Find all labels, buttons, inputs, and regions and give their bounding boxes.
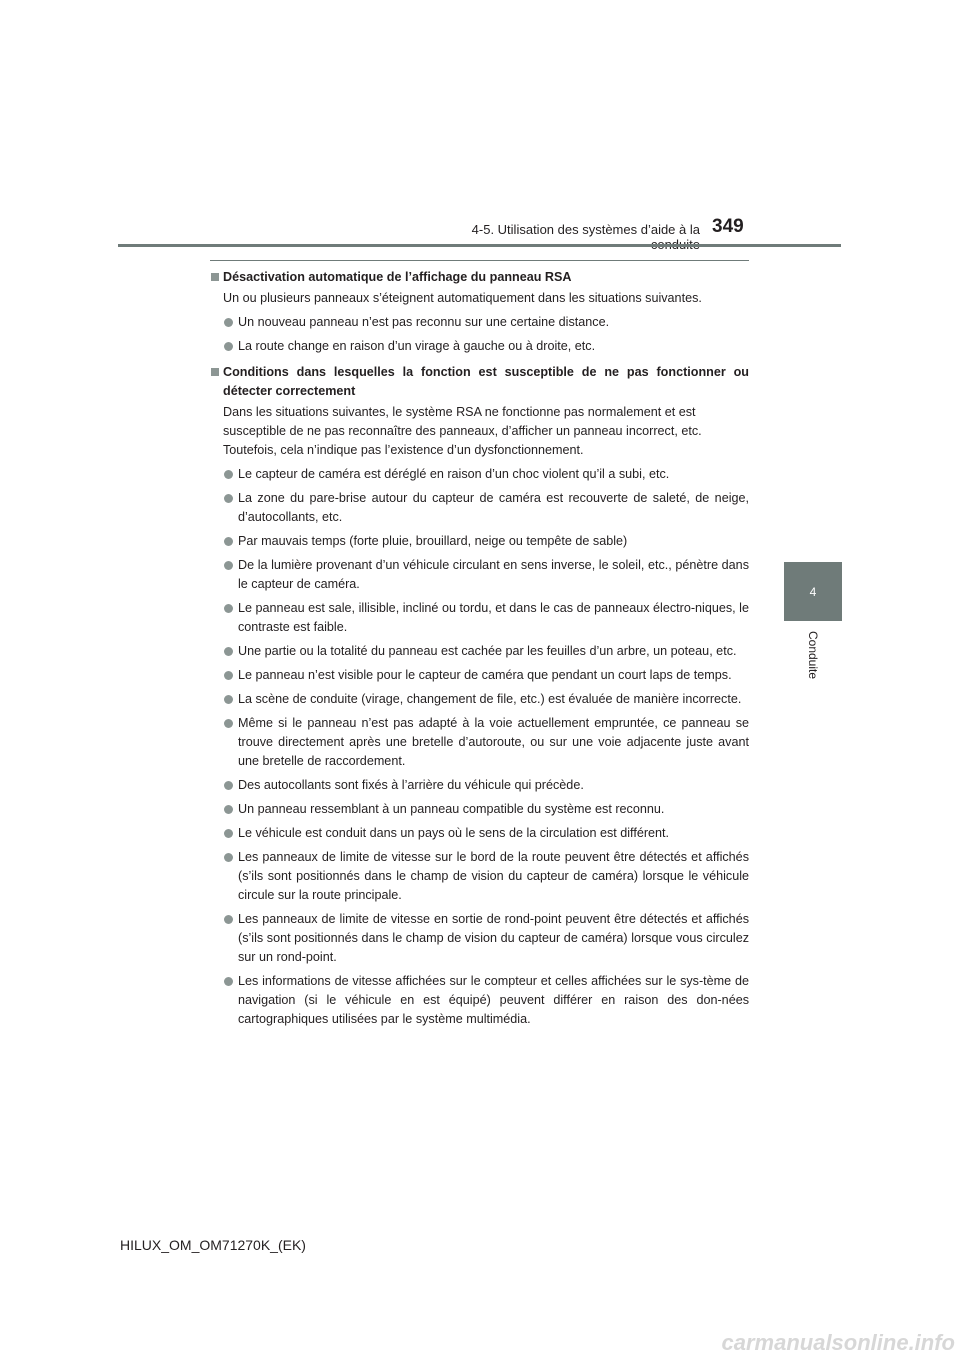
- content-body: [210, 268, 749, 1029]
- chapter-tab: [784, 562, 842, 621]
- round-bullet-icon: [224, 647, 233, 656]
- list-item: Par mauvais temps (forte pluie, brouillard, neige ou tempête de sable): [210, 532, 749, 551]
- section-title: 4-5. Utilisation des systèmes d’aide à la: [471, 222, 700, 237]
- list-item: La scène de conduite (virage, changement de file, etc.) est évaluée de manière incorrecte.: [210, 690, 749, 709]
- document-code: HILUX_OM_OM71270K_(EK): [120, 1237, 306, 1253]
- chapter-number: 4: [809, 584, 817, 599]
- list-item: La zone du pare-brise autour du capteur de caméra est recouverte de saleté, de neige, d’autocollants, etc.: [210, 489, 749, 527]
- list-item: Les panneaux de limite de vitesse en sortie de rond-point peuvent être détectés et affichés (s’ils sont positionnés dans le champ de vision du capteur de caméra) lorsque vous circulez sur un rond-point.: [210, 910, 749, 967]
- header-rule: [118, 244, 841, 247]
- section-heading: Conditions dans lesquelles la fonction est susceptible de ne pas fonctionner ou détecter correctement: [210, 363, 749, 401]
- round-bullet-icon: [224, 853, 233, 862]
- round-bullet-icon: [224, 977, 233, 986]
- round-bullet-icon: [224, 318, 233, 327]
- section-heading: Désactivation automatique de l’affichage du panneau RSA: [210, 268, 749, 287]
- watermark: carmanualsonline.info: [721, 1330, 955, 1355]
- page-number: 349: [712, 216, 744, 237]
- bullet-list: [210, 313, 749, 356]
- round-bullet-icon: [224, 915, 233, 924]
- list-item: Un panneau ressemblant à un panneau compatible du système est reconnu.: [210, 800, 749, 819]
- bullet-list: [210, 465, 749, 1029]
- list-item: Les informations de vitesse affichées sur le compteur et celles affichées sur le sys-tème de navigation (si le véhicule en est équipé) peuvent différer en raison des don-nées cartographiques utilisées par le système multimédia.: [210, 972, 749, 1029]
- round-bullet-icon: [224, 781, 233, 790]
- list-item: De la lumière provenant d’un véhicule circulant en sens inverse, le soleil, etc., pénètre dans le capteur de caméra.: [210, 556, 749, 594]
- round-bullet-icon: [224, 561, 233, 570]
- list-item: Même si le panneau n’est pas adapté à la voie actuellement empruntée, ce panneau se trouve directement après une bretelle d’autoroute, ou sur une voie adjacente juste avant une bretelle de raccordement.: [210, 714, 749, 771]
- content-rule: [210, 260, 749, 261]
- list-item: Le panneau est sale, illisible, incliné ou tordu, et dans le cas de panneaux électro-niques, le contraste est faible.: [210, 599, 749, 637]
- round-bullet-icon: [224, 342, 233, 351]
- round-bullet-icon: [224, 695, 233, 704]
- list-item: Les panneaux de limite de vitesse sur le bord de la route peuvent être détectés et affichés (s’ils sont positionnés dans le champ de vision du capteur de caméra) lorsque le véhicule circule sur la route principale.: [210, 848, 749, 905]
- round-bullet-icon: [224, 719, 233, 728]
- chapter-label: Conduite: [805, 630, 820, 680]
- round-bullet-icon: [224, 604, 233, 613]
- round-bullet-icon: [224, 805, 233, 814]
- list-item: Le panneau n’est visible pour le capteur de caméra que pendant un court laps de temps.: [210, 666, 749, 685]
- round-bullet-icon: [224, 537, 233, 546]
- chapter-label-container: [784, 620, 842, 690]
- round-bullet-icon: [224, 829, 233, 838]
- square-bullet-icon: [211, 273, 219, 281]
- section-intro: Un ou plusieurs panneaux s’éteignent automatiquement dans les situations suivantes.: [223, 291, 702, 305]
- round-bullet-icon: [224, 494, 233, 503]
- list-item: Un nouveau panneau n’est pas reconnu sur une certaine distance.: [210, 313, 749, 332]
- list-item: Le véhicule est conduit dans un pays où le sens de la circulation est différent.: [210, 824, 749, 843]
- list-item: Le capteur de caméra est déréglé en raison d’un choc violent qu’il a subi, etc.: [210, 465, 749, 484]
- list-item: Une partie ou la totalité du panneau est cachée par les feuilles d’un arbre, un poteau, etc.: [210, 642, 749, 661]
- list-item: La route change en raison d’un virage à gauche ou à droite, etc.: [210, 337, 749, 356]
- round-bullet-icon: [224, 671, 233, 680]
- section-intro: Dans les situations suivantes, le système RSA ne fonctionne pas normalement et est susceptible de ne pas reconnaître des panneaux, d’afficher un panneau incorrect, etc. Toutefois, cela n’indique pas l’existence d’un dysfonctionnement.: [223, 405, 702, 457]
- square-bullet-icon: [211, 368, 219, 376]
- round-bullet-icon: [224, 470, 233, 479]
- list-item: Des autocollants sont fixés à l’arrière du véhicule qui précède.: [210, 776, 749, 795]
